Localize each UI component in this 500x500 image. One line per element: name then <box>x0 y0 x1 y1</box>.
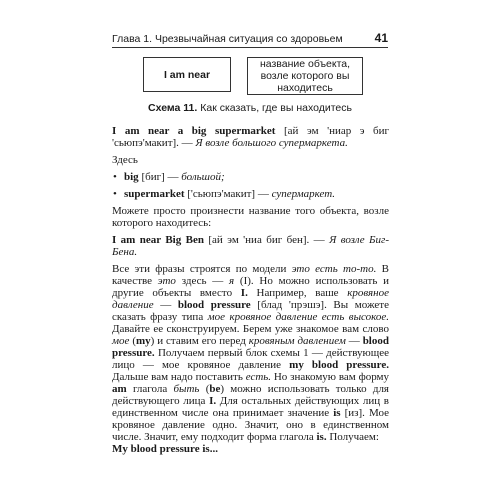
list-item <box>112 171 389 183</box>
list-item <box>112 188 389 200</box>
english-phrase: My blood pressure is... <box>112 443 218 455</box>
here-label: Здесь <box>112 154 138 166</box>
bullet-icon: • <box>113 171 117 183</box>
scheme-caption <box>112 102 388 114</box>
bullet-icon: • <box>113 188 117 200</box>
text-run: my <box>135 335 151 347</box>
text-run: Получаем: <box>326 431 379 443</box>
text-run: be <box>209 383 221 395</box>
text-run: ) и ставим его перед <box>150 335 249 347</box>
caption-label: Схема 11. <box>148 102 198 114</box>
english-phrase: I am near a big supermarket <box>112 125 276 137</box>
vocab-translation: супермаркет. <box>271 188 336 200</box>
page-number: 41 <box>374 31 388 45</box>
final-example <box>112 443 389 455</box>
english-phrase: I am near Big Ben <box>112 234 204 246</box>
text-run: ( <box>199 383 210 395</box>
example-supermarket <box>112 125 389 149</box>
paragraph-model-explanation <box>112 263 389 443</box>
text-run: (I). Но можно использовать и другие объекты вместо <box>112 275 389 299</box>
caption-text: Как сказать, где вы находитесь <box>200 102 352 114</box>
text-run: [из]. Мое кровяное давление одно. Значит, оно в единственном числе. Значит, ему подходит форма глагола <box>112 407 389 443</box>
text-run: Все эти фразы строятся по модели <box>112 263 292 275</box>
text-run: быть <box>173 383 200 395</box>
text-run: I. <box>209 395 217 407</box>
text-run: — <box>153 299 178 311</box>
text-run: is. <box>316 431 327 443</box>
text-run: Давайте ее сконструируем. Берем уже знакомое вам слово <box>112 323 389 335</box>
text-run: В качестве <box>112 263 389 287</box>
text-run: — <box>345 335 363 347</box>
scheme-box-left-text: I am near <box>163 68 211 81</box>
vocab-word: supermarket <box>124 188 185 200</box>
text-run: [блад 'прэшэ]. Вы можете сказать фразу типа <box>112 299 389 323</box>
text-run: blood pressure. <box>112 335 389 359</box>
example-big-ben <box>112 234 389 258</box>
text-run: это есть то-то. <box>291 263 377 275</box>
text-run: глагола <box>126 383 174 395</box>
scheme-box-object-name <box>247 57 363 95</box>
text-run: blood pressure <box>177 299 251 311</box>
text-run: ) можно использовать только для действующего лица <box>112 383 389 407</box>
scheme-box-right-text: название объекта, возле которого вы находитесь <box>259 58 351 94</box>
vocab-transcription: [биг] — <box>138 171 182 183</box>
scheme-box-i-am-near <box>143 57 231 92</box>
text-run: I. <box>240 287 248 299</box>
text-run: кровяным давлением <box>248 335 346 347</box>
text-run: am <box>112 383 127 395</box>
text-run: is <box>333 407 341 419</box>
text-run: Для остальных действующих лиц в единственном числе она принимает значение <box>112 395 389 419</box>
text-run: Например, ваше <box>247 287 348 299</box>
text-run: есть. <box>245 371 272 383</box>
text-run: my blood pressure. <box>289 359 389 371</box>
text-run: кровяное давление <box>112 287 389 311</box>
text-run: Получаем первый блок схемы 1 — действующее лицо — мое кровяное давление <box>112 347 389 371</box>
page-body <box>112 125 389 455</box>
russian-translation: Я возле большого супермаркета. <box>195 137 348 149</box>
vocab-word: big <box>124 171 139 183</box>
transcription: [ай эм 'ниа биг бен]. — <box>203 234 330 246</box>
header-rule <box>112 47 388 48</box>
running-header <box>112 31 388 47</box>
transcription: [ай эм 'ниар э биг 'сьюпэ'макит]. — <box>112 125 390 149</box>
vocab-translation: большой; <box>181 171 225 183</box>
text-run: Дальше вам надо поставить <box>112 371 246 383</box>
text-run: я <box>229 275 235 287</box>
text-run: мое <box>112 335 130 347</box>
text-run: это <box>157 275 176 287</box>
text-run: мое кровяное давление есть высокое. <box>207 311 389 323</box>
vocab-transcription: ['сьюпэ'макит] — <box>184 188 272 200</box>
text-run: ( <box>129 335 136 347</box>
russian-translation: Я возле Биг-Бена. <box>112 234 389 258</box>
text-run: Но знакомую вам форму <box>271 371 389 383</box>
chapter-title: Глава 1. Чрезвычайная ситуация со здоровьем <box>112 33 343 45</box>
text-run: здесь — <box>175 275 230 287</box>
paragraph-object-name: Можете просто произнести название того объекта, возле которого находитесь: <box>112 205 389 229</box>
